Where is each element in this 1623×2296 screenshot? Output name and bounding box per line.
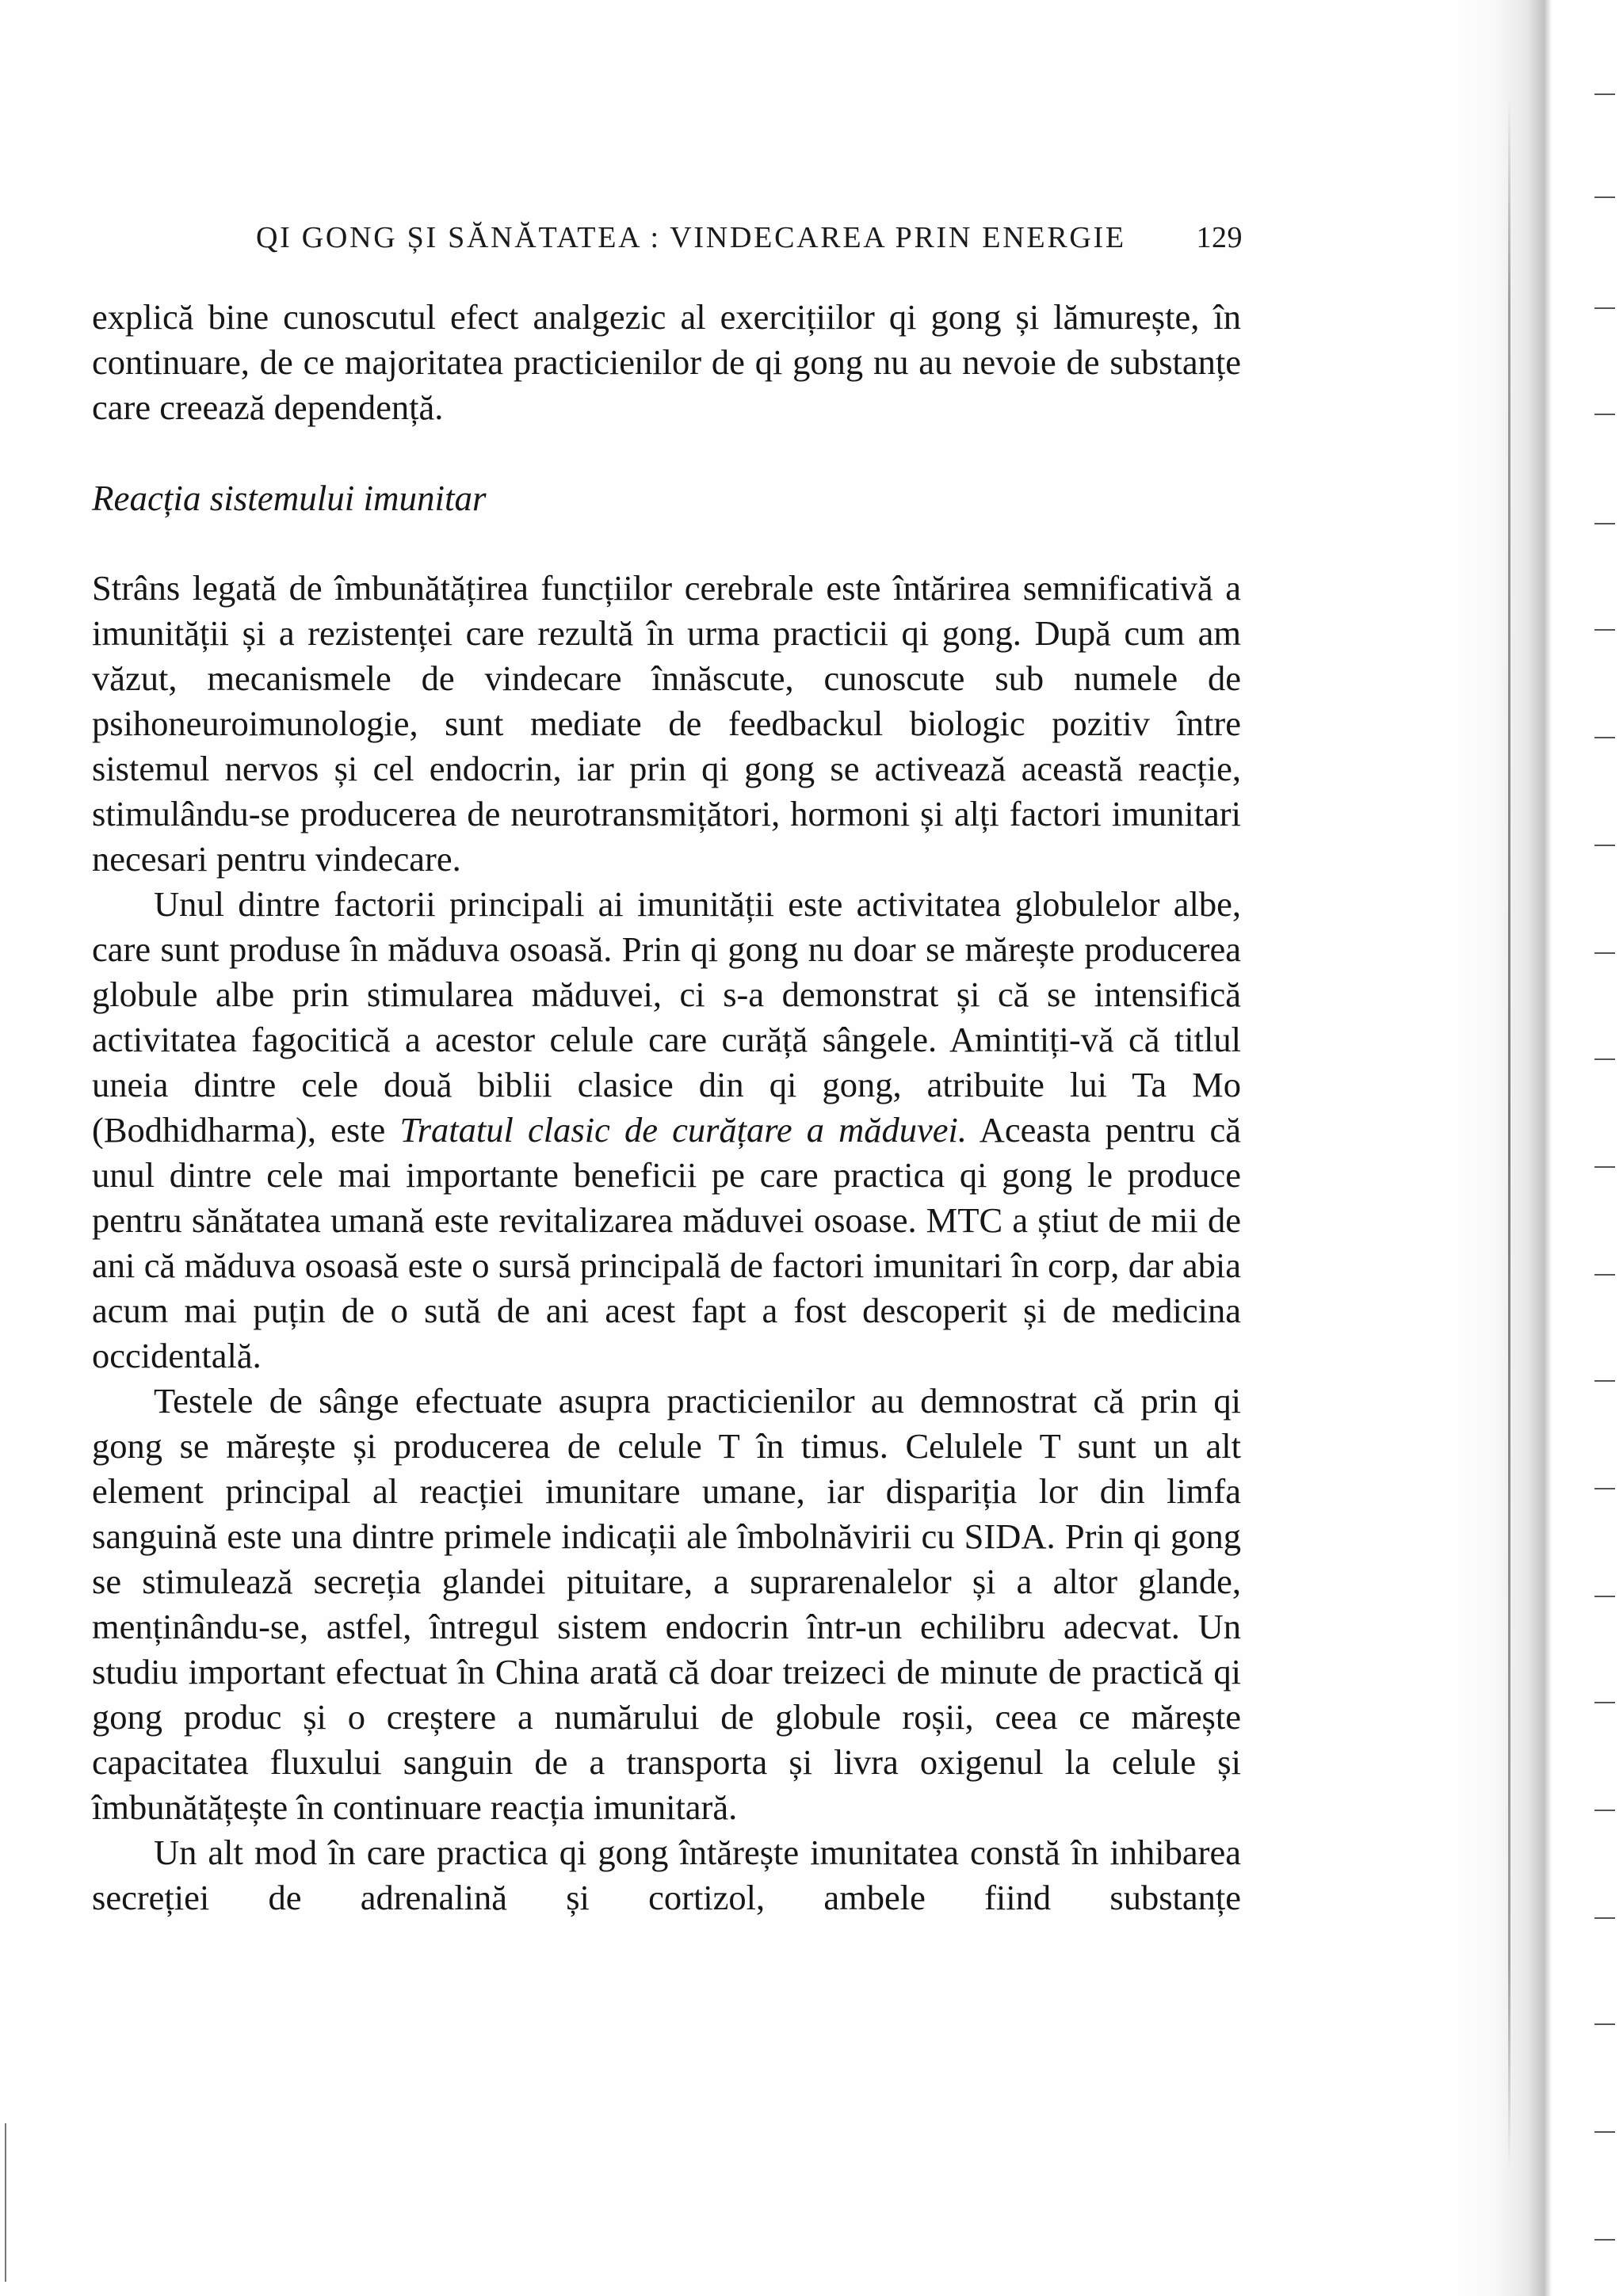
paragraph: Strâns legată de îmbunătățirea funcțiilor cerebrale este întărirea semnificativă a imunității și a rezistenței care rezultă în urma practicii qi gong. După cum am văzut, mecanismele de vindecare înnăscute, cunoscute sub numele de psihoneuroimunologie, sunt mediate de feedbackul biologic pozitiv între sistemul nervos și cel endocrin, iar prin qi gong se activează această reacție, stimulându-se producerea de neurotransmițători, hormoni și alți factori imunitari necesari pentru vindecare. — [92, 568, 1241, 879]
binding-line — [1508, 95, 1510, 2171]
paragraph-continuation: explică bine cunoscutul efect analgezic al exercițiilor qi gong și lămurește, în continuare, de ce majoritatea practicienilor de qi gong nu au nevoie de substanțe care creează dependență. — [92, 297, 1241, 427]
page-number: 129 — [1196, 221, 1243, 254]
running-header — [256, 220, 1243, 260]
running-title: QI GONG ȘI SĂNĂTATEA : VINDECAREA PRIN ENERGIE — [256, 221, 1126, 254]
paragraph-continues: Un alt mod în care practica qi gong întărește imunitatea constă în inhibarea secreției de adrenalină și cortizol, ambele fiind substanțe — [92, 1833, 1241, 1917]
paragraph: Testele de sânge efectuate asupra practicienilor au demnostrat că prin qi gong se mărește și producerea de celule T în timus. Celulele T sunt un alt element principal al reacției imunitare umane, iar dispariția lor din limfa sanguină este una dintre primele indicații ale îmbolnăvirii cu SIDA. Prin qi gong se stimulează secreția glandei pituitare, a suprarenalelor și a altor glande, menținându-se, astfel, întregul sistem endocrin într-un echilibru adecvat. Un studiu important efectuat în China arată că doar treizeci de minute de practică qi gong produc și o creștere a numărului de globule roșii, ceea ce mărește capacitatea fluxului sanguin de a transporta și livra oxigenul la celule și îmbunătățește în continuare reacția imunitară. — [92, 1381, 1241, 1827]
binding-shadow — [1457, 0, 1552, 2296]
body-text — [92, 295, 1241, 1920]
scan-edge-marks — [1583, 0, 1623, 2296]
section-heading: Reacția sistemului imunitar — [92, 479, 487, 518]
paragraph — [92, 882, 1241, 1379]
paragraph-text: Unul dintre factorii principali ai imunității este activitatea globulelor albe, care sunt produse în măduva osoasă. Prin qi gong nu doar se mărește producerea globule albe prin stimularea măduvei, ci s-a demonstrat și că se intensifică activitatea fagocitică a acestor celule care curăță sângele. Amintiți-vă că titlul uneia dintre cele două biblii clasice din qi gong, atribuite lui Ta Mo (Bodhidharma), este — [92, 884, 1241, 1150]
scan-edge-line — [5, 2123, 6, 2282]
paragraph-text: Aceasta pentru că unul dintre cele mai importante beneficii pe care practica qi gong le produce pentru sănătatea umană este revitalizarea măduvei osoase. MTC a știut de mii de ani că măduva osoasă este o sursă principală de factori imunitari în corp, dar abia acum mai puțin de o sută de ani acest fapt a fost descoperit și de medicina occidentală. — [92, 1110, 1241, 1375]
book-title: Tratatul clasic de curățare a măduvei. — [399, 1110, 968, 1150]
